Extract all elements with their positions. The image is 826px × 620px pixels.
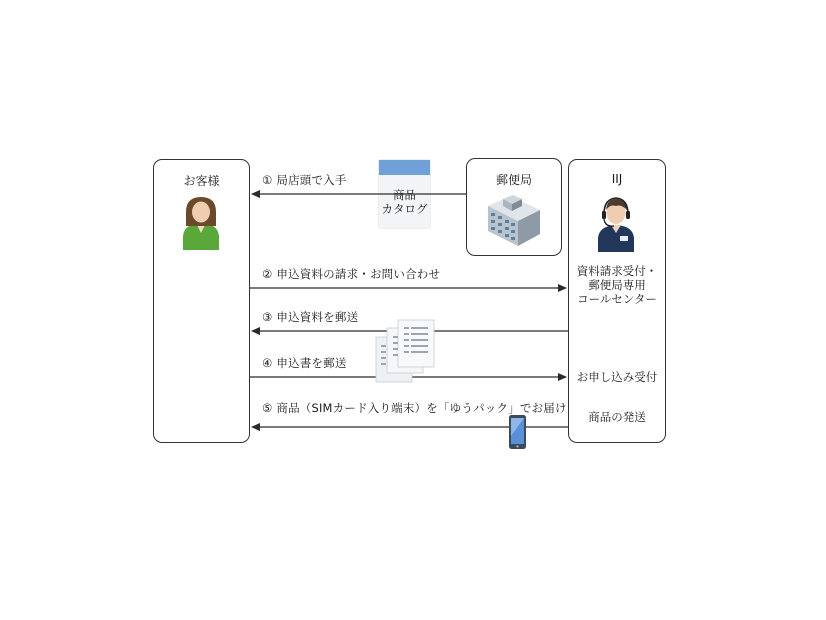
catalog-label-line1: 商品 — [393, 188, 416, 202]
iij-callcenter-line1: 資料請求受付・ — [576, 264, 658, 278]
customer-title: お客様 — [183, 174, 220, 188]
iij-callcenter-line3: コールセンター — [577, 292, 657, 306]
documents-icon — [376, 320, 434, 382]
step-4-label: ④ 申込書を郵送 — [262, 356, 347, 370]
step-2-label: ② 申込資料の請求・お問い合わせ — [262, 267, 441, 281]
iij-callcenter-line2: 郵便局専用 — [588, 278, 646, 292]
step-1-label: ① 局店頭で入手 — [262, 173, 347, 187]
operator-headset-icon — [598, 198, 634, 252]
smartphone-icon — [509, 415, 526, 449]
building-icon — [488, 195, 540, 246]
iij-receive-label: お申し込み受付 — [576, 370, 658, 384]
iij-title: IIJ — [611, 172, 623, 186]
woman-user-icon — [183, 197, 219, 250]
step-5-label: ⑤ 商品（SIMカード入り端末）を「ゆうパック」でお届け — [262, 401, 567, 415]
catalog-label-line2: カタログ — [381, 202, 428, 216]
step-3-label: ③ 申込資料を郵送 — [262, 310, 359, 324]
post-office-title: 郵便局 — [495, 173, 532, 187]
iij-ship-label: 商品の発送 — [588, 410, 646, 424]
